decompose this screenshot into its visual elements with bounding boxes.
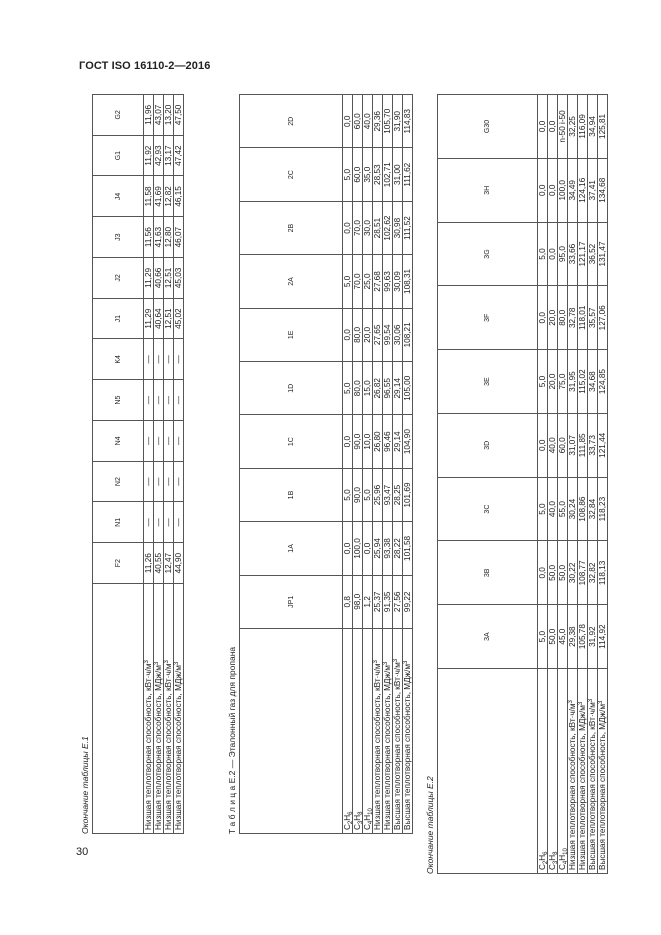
table-cell: 121,44 xyxy=(598,413,608,477)
table-cell: 0,0 xyxy=(343,522,353,575)
row-label: Высшая теплотворная способность, $кВт\cdot ч/м^3$ xyxy=(588,669,598,874)
table-cell: 40,0 xyxy=(548,413,558,477)
row-label: Низшая теплотворная способность, $кВт\cdot ч/м^3$ xyxy=(568,669,578,874)
table-cell: 5,0 xyxy=(538,605,548,669)
table-row xyxy=(393,95,403,834)
table-cell: 35,57 xyxy=(588,286,598,350)
table-cell: 26,80 xyxy=(373,415,383,468)
table-cell: 11,92 xyxy=(144,135,154,176)
column-header: 1B xyxy=(240,468,343,521)
table-cell: 34,94 xyxy=(588,95,598,159)
table-cell: 0,0 xyxy=(343,308,353,361)
table-cell: 25,96 xyxy=(373,468,383,521)
table-cell: 114,92 xyxy=(598,605,608,669)
table-cell: 80,0 xyxy=(558,286,568,350)
table-cell: 101,69 xyxy=(403,468,413,521)
table-cell: 30,09 xyxy=(393,255,403,308)
table-cell: 41,63 xyxy=(154,217,164,258)
table-cell: 0,0 xyxy=(538,541,548,605)
table-cell: 10,0 xyxy=(363,415,373,468)
table-cell: 105,70 xyxy=(383,95,393,148)
table-cell: 27,68 xyxy=(373,255,383,308)
table-row xyxy=(538,95,548,874)
table-cell: — xyxy=(154,502,164,543)
table-cell: 5,0 xyxy=(363,468,373,521)
column-header: N5 xyxy=(93,380,144,421)
table-cell: 46,07 xyxy=(174,217,184,258)
row-label: Низшая теплотворная способность, МДж/$м^3$ xyxy=(174,584,184,834)
table-cell: 27,56 xyxy=(393,575,403,628)
table-cell: — xyxy=(144,421,154,462)
table-cell: 127,06 xyxy=(598,286,608,350)
table-cell: 5,0 xyxy=(538,222,548,286)
column-header: 3F xyxy=(438,286,538,350)
table-cell: 34,68 xyxy=(588,350,598,414)
table-cell: 35,0 xyxy=(363,148,373,201)
table-cell: — xyxy=(164,380,174,421)
table-cell: 32,78 xyxy=(568,286,578,350)
table-cell: 28,51 xyxy=(373,201,383,254)
table-cell: 70,0 xyxy=(353,201,363,254)
table-cell: 5,0 xyxy=(343,468,353,521)
table-cell: 124,16 xyxy=(578,158,588,222)
table-cell: — xyxy=(174,461,184,502)
table-cell: 20,0 xyxy=(363,308,373,361)
table-cell: 115,02 xyxy=(578,350,588,414)
table-cell: 125,81 xyxy=(598,95,608,159)
table-cell: 28,22 xyxy=(393,522,403,575)
table-cell: 90,0 xyxy=(353,468,363,521)
table-cell: 0,0 xyxy=(343,201,353,254)
column-header: G1 xyxy=(93,135,144,176)
table-cell: 45,03 xyxy=(174,258,184,299)
table-cell: 45,0 xyxy=(558,605,568,669)
table-cell: — xyxy=(144,461,154,502)
table-cell: 102,71 xyxy=(383,148,393,201)
row-label: $C_2H_6$ xyxy=(538,669,548,874)
table-cell: 108,77 xyxy=(578,541,588,605)
table-cell: 5,0 xyxy=(538,350,548,414)
table-cell: 41,69 xyxy=(154,176,164,217)
row-label: Низшая теплотворная способность, $кВт\cdot ч/м^3$ xyxy=(164,584,174,834)
table-cell: 12,80 xyxy=(164,217,174,258)
row-label: Высшая теплотворная способность, $кВт\cdot ч/м^3$ xyxy=(393,629,403,834)
table-row xyxy=(588,95,598,874)
table-cell: 91,35 xyxy=(383,575,393,628)
table-cell: — xyxy=(164,461,174,502)
table-cell: 60,0 xyxy=(353,148,363,201)
table-cell: 29,36 xyxy=(373,95,383,148)
table-row xyxy=(144,95,154,834)
table-cell: 105,00 xyxy=(403,362,413,415)
table-cell: 44,90 xyxy=(174,543,184,584)
row-label: $C_3H_8$ xyxy=(353,629,363,834)
table-cell: 0,0 xyxy=(538,158,548,222)
column-header: 3D xyxy=(438,413,538,477)
table-row xyxy=(383,95,393,834)
table-cell: 29,14 xyxy=(393,415,403,468)
table-cell: 124,85 xyxy=(598,350,608,414)
row-label: Низшая теплотворная способность, МДж/$м^3$ xyxy=(578,669,588,874)
table-cell: 99,63 xyxy=(383,255,393,308)
table-cell: 30,06 xyxy=(393,308,403,361)
row-label: Высшая теплотворная способность, МДж/$м^3$ xyxy=(598,669,608,874)
table-cell: 27,65 xyxy=(373,308,383,361)
table-cell: 26,82 xyxy=(373,362,383,415)
row-label: $C_4H_{10}$ xyxy=(558,669,568,874)
table-e2 xyxy=(239,94,413,834)
row-label: $C_2H_6$ xyxy=(343,629,353,834)
table-cell: 0,0 xyxy=(548,95,558,159)
column-header: G30 xyxy=(438,95,538,159)
column-header: 3B xyxy=(438,541,538,605)
table-cell: 31,92 xyxy=(588,605,598,669)
table-cell: 111,52 xyxy=(403,201,413,254)
table-cell: 40,64 xyxy=(154,298,164,339)
table-cell: 108,86 xyxy=(578,477,588,541)
header-corner xyxy=(240,629,343,834)
table-row xyxy=(363,95,373,834)
column-header: 3G xyxy=(438,222,538,286)
table-cell: 0,0 xyxy=(343,415,353,468)
table-cell: 80,0 xyxy=(353,308,363,361)
row-label: Низшая теплотворная способность, МДж/$м^3$ xyxy=(154,584,164,834)
table-cell: 12,51 xyxy=(164,298,174,339)
table-cell: 0,0 xyxy=(343,95,353,148)
column-header: N4 xyxy=(93,421,144,462)
row-label: $C_4H_{10}$ xyxy=(363,629,373,834)
table-e1 xyxy=(92,94,184,834)
header-row xyxy=(438,95,538,874)
table-cell: 40,0 xyxy=(363,95,373,148)
table-cell: 50,0 xyxy=(548,605,558,669)
table-cell: 118,23 xyxy=(598,477,608,541)
table-cell: 96,46 xyxy=(383,415,393,468)
table-cell: — xyxy=(144,339,154,380)
table-e1-block xyxy=(79,94,184,834)
column-header: 3H xyxy=(438,158,538,222)
table-cell: 20,0 xyxy=(548,350,558,414)
table-cell: 32,25 xyxy=(568,95,578,159)
table-cell: 33,73 xyxy=(588,413,598,477)
column-header: 3A xyxy=(438,605,538,669)
column-header: 1A xyxy=(240,522,343,575)
column-header: J4 xyxy=(93,176,144,217)
table-cell: 29,14 xyxy=(393,362,403,415)
table-row xyxy=(154,95,164,834)
table-cell: 0,8 xyxy=(343,575,353,628)
table-cell: 60,0 xyxy=(353,95,363,148)
table-cell: 25,94 xyxy=(373,522,383,575)
column-header: N2 xyxy=(93,461,144,502)
table-cell: 5,0 xyxy=(343,362,353,415)
table-cell: 12,51 xyxy=(164,258,174,299)
table-e1-caption: Окончание таблицы Е.1 xyxy=(80,736,90,834)
column-header: 3C xyxy=(438,477,538,541)
table-cell: 102,62 xyxy=(383,201,393,254)
column-header: 1C xyxy=(240,415,343,468)
table-cell: 15,0 xyxy=(363,362,373,415)
table-cell: 13,20 xyxy=(164,95,174,136)
table-cell: 11,58 xyxy=(144,176,154,217)
table-cell: 40,0 xyxy=(548,477,558,541)
table-e2-end-block xyxy=(424,94,608,874)
table-cell: 98,0 xyxy=(353,575,363,628)
table-cell: 108,31 xyxy=(403,255,413,308)
table-cell: 30,98 xyxy=(393,201,403,254)
table-cell: 70,0 xyxy=(353,255,363,308)
table-cell: 28,53 xyxy=(373,148,383,201)
table-cell: 114,83 xyxy=(403,95,413,148)
table-cell: 5,0 xyxy=(343,148,353,201)
table-cell: 32,84 xyxy=(588,477,598,541)
column-header: J1 xyxy=(93,298,144,339)
table-cell: 80,0 xyxy=(353,362,363,415)
table-cell: 134,68 xyxy=(598,158,608,222)
table-cell: 0,0 xyxy=(538,413,548,477)
table-cell: 13,17 xyxy=(164,135,174,176)
table-cell: 0,0 xyxy=(538,95,548,159)
table-cell: 47,42 xyxy=(174,135,184,176)
table-cell: 31,95 xyxy=(568,350,578,414)
table-cell: 60,0 xyxy=(558,413,568,477)
table-cell: — xyxy=(154,339,164,380)
table-cell: — xyxy=(154,461,164,502)
table-row xyxy=(558,95,568,874)
row-label: $C_3H_8$ xyxy=(548,669,558,874)
table-cell: 93,47 xyxy=(383,468,393,521)
column-header: 2A xyxy=(240,255,343,308)
document-header: ГОСТ ISO 16110-2—2016 xyxy=(79,60,211,72)
table-row xyxy=(578,95,588,874)
table-cell: 0,0 xyxy=(538,286,548,350)
table-cell: 93,38 xyxy=(383,522,393,575)
table-row xyxy=(598,95,608,874)
table-cell: 12,82 xyxy=(164,176,174,217)
table-cell: — xyxy=(174,421,184,462)
table-cell: 0,0 xyxy=(548,222,558,286)
table-cell: 33,66 xyxy=(568,222,578,286)
column-header: J2 xyxy=(93,258,144,299)
table-cell: — xyxy=(164,502,174,543)
column-header: G2 xyxy=(93,95,144,136)
table-e2-caption: Т а б л и ц а Е.2 — Эталонный газ для пропана xyxy=(227,646,237,834)
column-header: 3E xyxy=(438,350,538,414)
table-cell: 99,54 xyxy=(383,308,393,361)
row-label: Низшая теплотворная способность, $кВт\cdot ч/м^3$ xyxy=(144,584,154,834)
table-cell: 43,07 xyxy=(154,95,164,136)
table-row xyxy=(373,95,383,834)
table-e2-end xyxy=(437,94,608,874)
table-row xyxy=(403,95,413,834)
table-cell: 40,66 xyxy=(154,258,164,299)
table-cell: 29,38 xyxy=(568,605,578,669)
table-cell: 100,0 xyxy=(558,158,568,222)
table-cell: 131,47 xyxy=(598,222,608,286)
row-label: Высшая теплотворная способность, МДж/$м^3$ xyxy=(403,629,413,834)
table-cell: 46,15 xyxy=(174,176,184,217)
row-label: Низшая теплотворная способность, МДж/$м^3$ xyxy=(383,629,393,834)
header-row xyxy=(93,95,144,834)
table-cell: 0,0 xyxy=(363,522,373,575)
table-cell: 5,0 xyxy=(343,255,353,308)
table-cell: 30,24 xyxy=(568,477,578,541)
table-cell: 42,93 xyxy=(154,135,164,176)
table-cell: — xyxy=(154,421,164,462)
table-cell: 90,0 xyxy=(353,415,363,468)
table-cell: 108,21 xyxy=(403,308,413,361)
column-header: 2D xyxy=(240,95,343,148)
column-header: J3 xyxy=(93,217,144,258)
table-e2-block xyxy=(226,94,413,834)
table-cell: 50,0 xyxy=(548,541,558,605)
table-row xyxy=(568,95,578,874)
column-header: 1E xyxy=(240,308,343,361)
table-cell: — xyxy=(174,502,184,543)
table-cell: — xyxy=(174,380,184,421)
table-cell: 99,22 xyxy=(403,575,413,628)
table-cell: 34,49 xyxy=(568,158,578,222)
table-row xyxy=(548,95,558,874)
table-cell: 11,29 xyxy=(144,298,154,339)
table-row xyxy=(164,95,174,834)
column-header: 2B xyxy=(240,201,343,254)
table-cell: 118,01 xyxy=(578,286,588,350)
table-cell: 11,56 xyxy=(144,217,154,258)
table-cell: 31,90 xyxy=(393,95,403,148)
table-row xyxy=(343,95,353,834)
column-header: 2C xyxy=(240,148,343,201)
table-cell: 5,0 xyxy=(538,477,548,541)
table-cell: 30,22 xyxy=(568,541,578,605)
table-cell: 118,13 xyxy=(598,541,608,605)
table-cell: 25,37 xyxy=(373,575,383,628)
page-number: 30 xyxy=(76,846,89,858)
table-cell: 111,85 xyxy=(578,413,588,477)
table-cell: 11,29 xyxy=(144,258,154,299)
table-cell: 75,0 xyxy=(558,350,568,414)
table-cell: 116,09 xyxy=(578,95,588,159)
table-cell: 11,26 xyxy=(144,543,154,584)
table-row xyxy=(174,95,184,834)
table-cell: 40,55 xyxy=(154,543,164,584)
table-row xyxy=(353,95,363,834)
table-cell: 37,41 xyxy=(588,158,598,222)
table-cell: 121,17 xyxy=(578,222,588,286)
column-header: JP1 xyxy=(240,575,343,628)
table-cell: 100,0 xyxy=(353,522,363,575)
header-corner xyxy=(93,584,144,834)
table-cell: 111,62 xyxy=(403,148,413,201)
table-cell: 95,0 xyxy=(558,222,568,286)
table-cell: 101,58 xyxy=(403,522,413,575)
table-cell: 28,25 xyxy=(393,468,403,521)
column-header: F2 xyxy=(93,543,144,584)
table-cell: 55,0 xyxy=(558,477,568,541)
table-cell: — xyxy=(154,380,164,421)
table-cell: 104,90 xyxy=(403,415,413,468)
row-label: Низшая теплотворная способность, $кВт\cdot ч/м^3$ xyxy=(373,629,383,834)
table-cell: n-50 i-50 xyxy=(558,95,568,159)
table-cell: 11,96 xyxy=(144,95,154,136)
table-cell: — xyxy=(144,502,154,543)
column-header: N1 xyxy=(93,502,144,543)
table-cell: 31,07 xyxy=(568,413,578,477)
column-header: 1D xyxy=(240,362,343,415)
table-cell: — xyxy=(164,421,174,462)
header-corner xyxy=(438,669,538,874)
table-e2-end-caption: Окончание таблицы Е.2 xyxy=(425,776,435,874)
table-cell: 12,47 xyxy=(164,543,174,584)
table-cell: 32,82 xyxy=(588,541,598,605)
table-cell: 105,78 xyxy=(578,605,588,669)
table-cell: 47,50 xyxy=(174,95,184,136)
table-cell: 1,2 xyxy=(363,575,373,628)
table-cell: — xyxy=(164,339,174,380)
table-cell: 0,0 xyxy=(548,158,558,222)
table-cell: 25,0 xyxy=(363,255,373,308)
table-cell: — xyxy=(174,339,184,380)
table-cell: 50,0 xyxy=(558,541,568,605)
table-cell: 31,00 xyxy=(393,148,403,201)
header-row xyxy=(240,95,343,834)
table-cell: 20,0 xyxy=(548,286,558,350)
column-header: K4 xyxy=(93,339,144,380)
table-cell: 36,52 xyxy=(588,222,598,286)
table-cell: — xyxy=(144,380,154,421)
table-cell: 30,0 xyxy=(363,201,373,254)
table-cell: 96,55 xyxy=(383,362,393,415)
table-cell: 45,02 xyxy=(174,298,184,339)
